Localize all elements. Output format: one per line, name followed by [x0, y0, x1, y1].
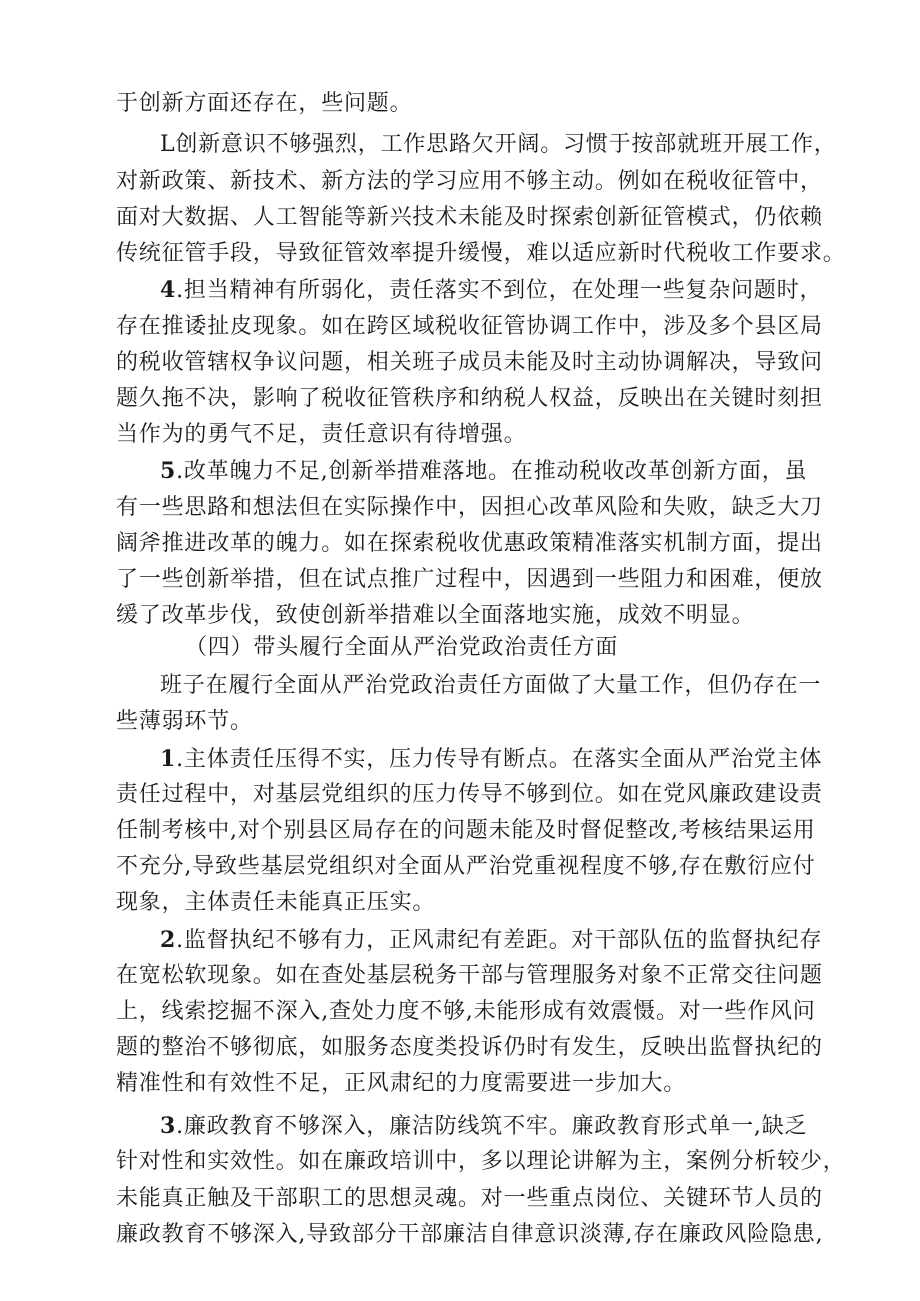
text-line: 于创新方面还存在，些问题。 — [116, 91, 413, 116]
text-line: 廉政教育不够深入,导致部分干部廉洁自律意识淡薄,存在廉政风险隐患, — [116, 1222, 824, 1247]
item-text: .担当精神有所弱化，责任落实不到位，在处理一些复杂问题时， — [176, 278, 823, 303]
text-line: 有一些思路和想法但在实际操作中，因担心改革风险和失败，缺乏大刀 — [116, 495, 823, 520]
text-line — [160, 457, 836, 486]
text-line: 不充分,导致些基层党组织对全面从严治党重视程度不够,存在敷衍应付 — [116, 854, 816, 879]
text-line: 现象，主体责任未能真正压实。 — [116, 890, 436, 915]
item-number: 1 — [160, 746, 177, 772]
text-line: 阔斧推进改革的魄力。如在探索税收优惠政策精准落实机制方面，提出 — [116, 531, 823, 556]
text-line: 针对性和实效性。如在廉政培训中，多以理论讲解为主，案例分析较少， — [116, 1149, 846, 1174]
text-line: 题的整治不够彻底，如服务态度类投诉仍时有发生，反映出监督执纪的 — [116, 1035, 823, 1060]
text-line — [160, 1112, 836, 1141]
item-text: .改革魄力不足,创新举措难落地。在推动税收改革创新方面，虽 — [176, 459, 808, 484]
text-line: 未能真正触及干部职工的思想灵魂。对一些重点岗位、关键环节人员的 — [116, 1186, 823, 1211]
text-line — [160, 745, 836, 774]
text-line: 面对大数据、人工智能等新兴技术未能及时探索创新征管模式，仍依赖 — [116, 205, 823, 230]
item-number: 2 — [160, 927, 177, 953]
text-line: 些薄弱环节。 — [116, 709, 253, 734]
text-line: 责任过程中，对基层党组织的压力传导不够到位。如在党风廉政建设责 — [116, 782, 823, 807]
item-number: 3 — [160, 1113, 177, 1139]
text-line: 在宽松软现象。如在查处基层税务干部与管理服务对象不正常交往问题 — [116, 963, 823, 988]
text-line: L创新意识不够强烈，工作思路欠开阔。习惯于按部就班开展工作， — [160, 132, 837, 157]
text-line: 对新政策、新技术、新方法的学习应用不够主动。例如在税收征管中， — [116, 169, 823, 194]
text-line — [160, 926, 836, 955]
text-line: 了一些创新举措，但在试点推广过程中，因遇到一些阻力和困难，便放 — [116, 567, 823, 592]
item-number: 4 — [160, 277, 177, 303]
text-line: 任制考核中,对个别县区局存在的问题未能及时督促整改,考核结果运用 — [116, 818, 816, 843]
section-heading: （四）带头履行全面从严治党政治责任方面 — [185, 635, 619, 660]
text-line: 存在推诿扯皮现象。如在跨区域税收征管协调工作中，涉及多个县区局 — [116, 314, 823, 339]
text-line: 精准性和有效性不足，正风肃纪的力度需要进一步加大。 — [116, 1071, 687, 1096]
text-line: 当作为的勇气不足，责任意识有待增强。 — [116, 422, 527, 447]
text-line: 班子在履行全面从严治党政治责任方面做了大量工作，但仍存在一 — [160, 673, 822, 698]
text-line: 上，线索挖掘不深入,查处力度不够,未能形成有效震慑。对一些作风问 — [116, 999, 816, 1024]
text-line: 传统征管手段，导致征管效率提升缓慢，难以适应新时代税收工作要求。 — [116, 241, 846, 266]
text-line: 缓了改革步伐，致使创新举措难以全面落地实施，成效不明显。 — [116, 603, 755, 628]
item-text: .主体责任压得不实，压力传导有断点。在落实全面从严治党主体 — [176, 747, 823, 772]
text-line: 的税收管辖权争议问题，相关班子成员未能及时主动协调解决，导致问 — [116, 350, 823, 375]
text-line — [160, 276, 836, 305]
item-text: .廉政教育不够深入，廉洁防线筑不牢。廉政教育形式单一,缺乏 — [176, 1114, 808, 1139]
text-line: 题久拖不决，影响了税收征管秩序和纳税人权益，反映出在关键时刻担 — [116, 386, 823, 411]
item-text: .监督执纪不够有力，正风肃纪有差距。对干部队伍的监督执纪存 — [176, 928, 823, 953]
item-number: 5 — [160, 458, 177, 484]
